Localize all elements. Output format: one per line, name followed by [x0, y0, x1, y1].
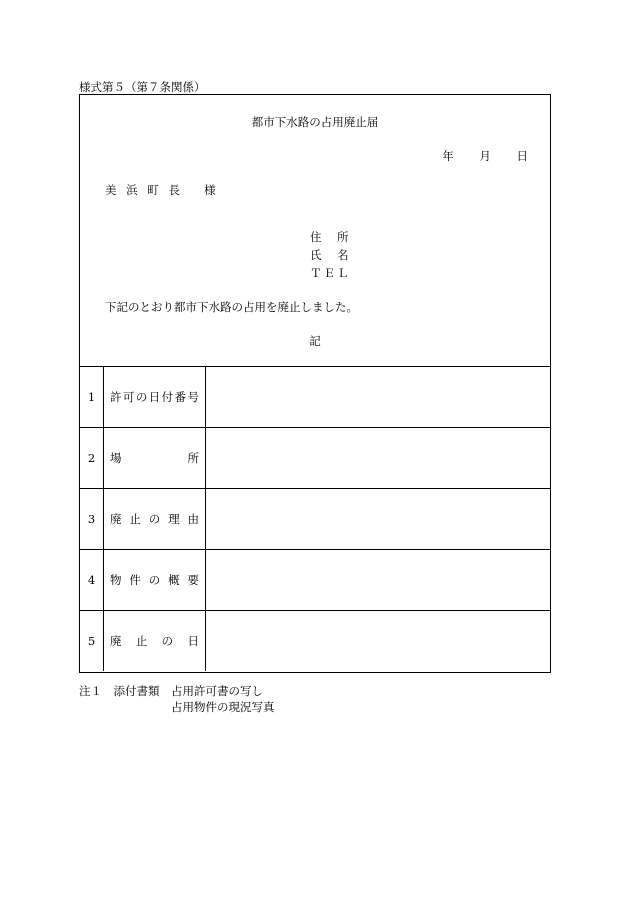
item-label-char: 止: [135, 634, 148, 648]
table-row: [80, 489, 550, 550]
date-line: [420, 148, 528, 164]
item-label-char: 許: [110, 390, 122, 404]
item-label-char: 止: [129, 512, 141, 526]
applicant-address-label: 住 所: [310, 230, 351, 244]
table-row: [80, 367, 550, 428]
date-month: 月: [479, 149, 491, 163]
item-label: [104, 550, 206, 611]
item-label: [104, 367, 206, 428]
applicant-tel-label: ＴＥＬ: [310, 266, 351, 280]
form-title: 都市下水路の占用廃止届: [251, 115, 379, 129]
item-label-char: 付: [161, 390, 174, 404]
item-label-char: 理: [168, 512, 180, 526]
item-label: [104, 611, 206, 672]
item-label-char: 由: [187, 512, 199, 526]
item-number: 1: [80, 367, 104, 428]
item-label-char: 物: [110, 573, 122, 587]
item-value-field[interactable]: [206, 550, 551, 611]
item-number: 4: [80, 550, 104, 611]
notes: [79, 683, 275, 715]
item-label-char: 廃: [110, 512, 122, 526]
item-label-char: の: [148, 512, 161, 526]
item-label-char: の: [148, 573, 161, 587]
item-label-char: 場: [110, 451, 122, 465]
item-label-char: 所: [187, 451, 199, 465]
item-number: 5: [80, 611, 104, 672]
note-line-1: 注１ 添付書類 占用許可書の写し: [79, 684, 263, 698]
statement-text: 下記のとおり都市下水路の占用を廃止しました。: [105, 300, 358, 314]
applicant-name-label: 氏 名: [310, 248, 351, 262]
item-value-field[interactable]: [206, 428, 551, 489]
item-number: 3: [80, 489, 104, 550]
item-value-field[interactable]: [206, 611, 551, 672]
note-line-2: 占用物件の現況写真: [171, 700, 275, 714]
item-label: [104, 428, 206, 489]
item-label-char: の: [135, 390, 148, 404]
table-row: [80, 428, 550, 489]
item-label-char: 号: [187, 390, 199, 404]
item-label-char: 日: [148, 390, 161, 404]
date-year: 年: [442, 149, 454, 163]
form-number-label: 様式第５（第７条関係）: [79, 80, 206, 94]
item-label-char: 概: [168, 573, 180, 587]
item-label-char: の: [161, 634, 174, 648]
form-frame: [79, 94, 551, 673]
table-row: [80, 611, 550, 672]
item-number: 2: [80, 428, 104, 489]
item-label-char: 廃: [110, 634, 122, 648]
item-label-char: 日: [187, 634, 199, 648]
recipient: 美 浜 町 長 様: [105, 183, 219, 197]
item-label-char: 番: [174, 390, 187, 404]
item-label-char: 要: [187, 573, 199, 587]
date-day: 日: [516, 149, 528, 163]
table-row: [80, 550, 550, 611]
item-label-char: 件: [129, 573, 141, 587]
item-value-field[interactable]: [206, 489, 551, 550]
item-value-field[interactable]: [206, 367, 551, 428]
item-label-char: 可: [122, 390, 135, 404]
items-table: [80, 366, 550, 671]
ki-heading: 記: [309, 334, 321, 348]
item-label: [104, 489, 206, 550]
